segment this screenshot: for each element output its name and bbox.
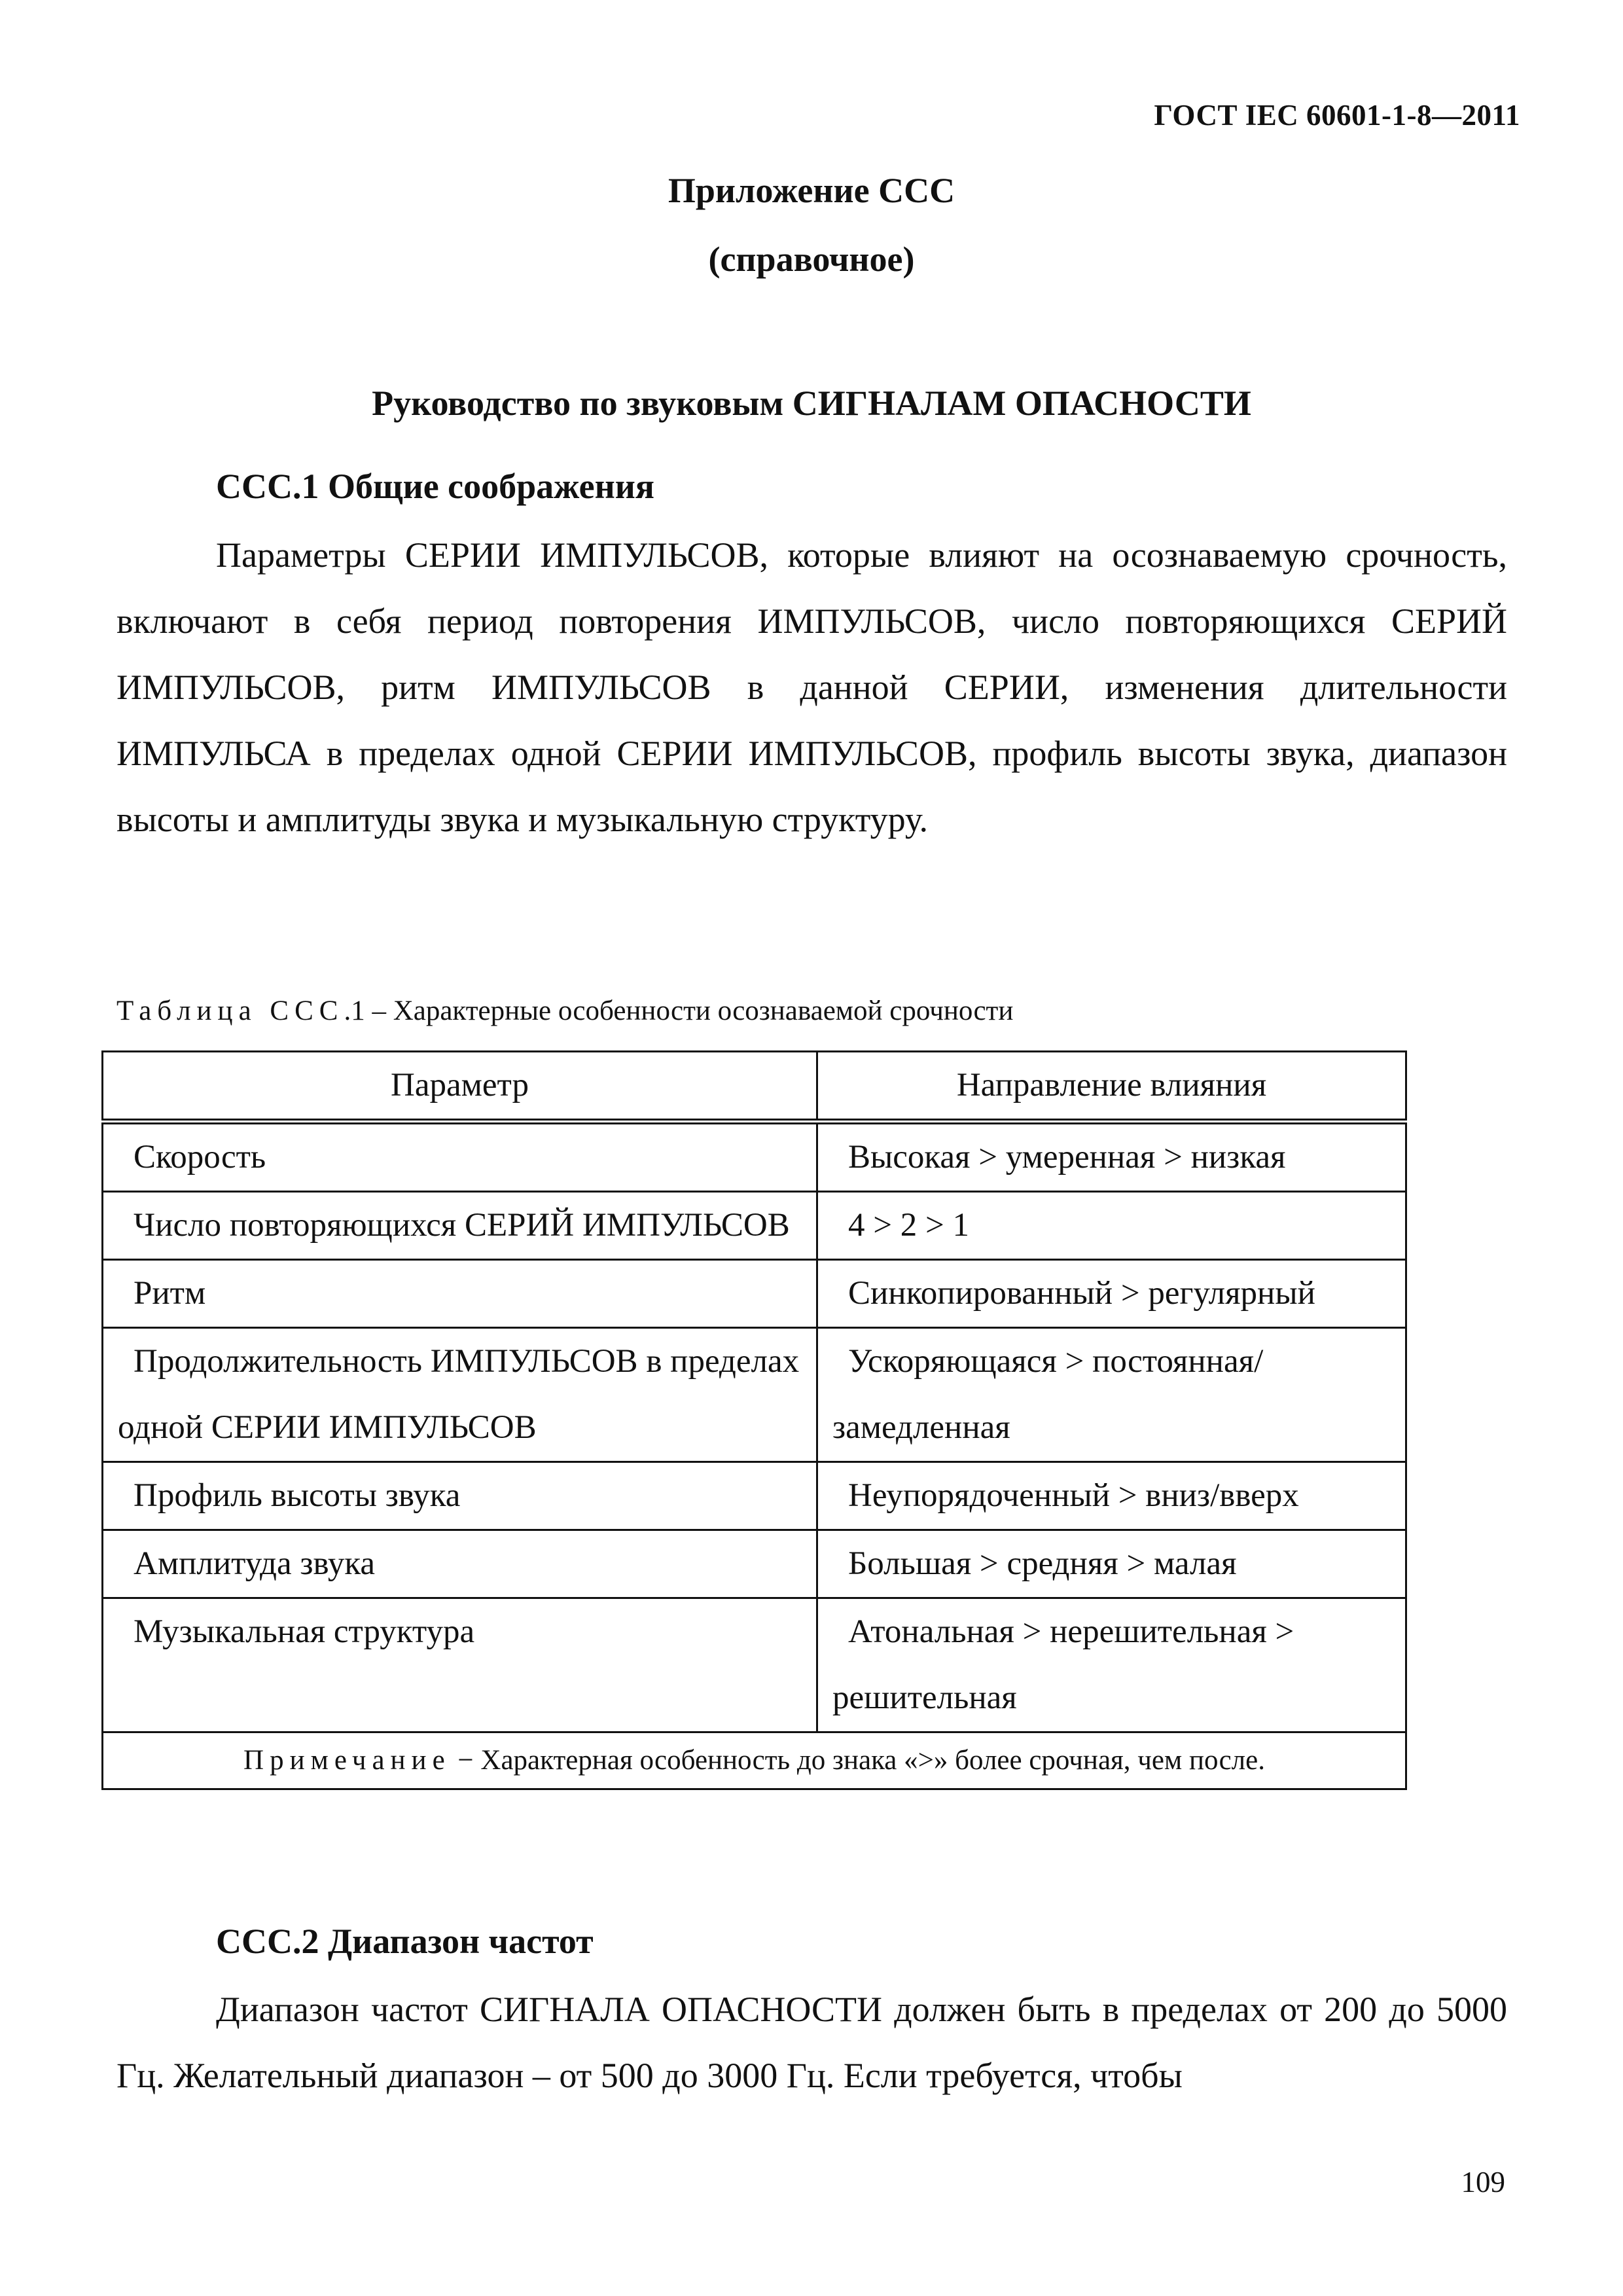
table-row: [103, 1260, 1406, 1328]
direction-cell: Большая > средняя > малая: [848, 1545, 1237, 1582]
param-cell: Профиль высоты звука: [134, 1477, 461, 1514]
table-row: [103, 1530, 1406, 1598]
param-cell: Амплитуда звука: [134, 1545, 376, 1582]
table-header-row: [103, 1052, 1406, 1122]
note-text: − Характерная особенность до знака «>» более срочная, чем после.: [450, 1745, 1265, 1776]
param-cell: Скорость: [134, 1139, 266, 1175]
standard-code: ГОСТ IEC 60601-1-8—2011: [1154, 99, 1520, 132]
table-note: [103, 1732, 1406, 1789]
header-parameter: Параметр: [103, 1052, 817, 1122]
direction-cell: Высокая > умеренная > низкая: [848, 1139, 1286, 1175]
table-row: [103, 1192, 1406, 1260]
note-label: Примечание: [243, 1745, 451, 1776]
direction-cell: Атональная > нерешительная > решительная: [832, 1613, 1294, 1716]
section-2-paragraph: Диапазон частот СИГНАЛА ОПАСНОСТИ должен быть в пределах от 200 до 5000 Гц. Желательный диапазон – от 500 до 3000 Гц. Если требуется, чтобы: [116, 1990, 1507, 2095]
direction-cell: 4 > 2 > 1: [848, 1207, 970, 1244]
param-cell: Ритм: [134, 1275, 206, 1312]
header-direction: Направление влияния: [817, 1052, 1406, 1122]
param-cell: Число повторяющихся СЕРИЙ ИМПУЛЬСОВ: [134, 1207, 790, 1244]
table-row: [103, 1328, 1406, 1462]
table-caption-label: Таблица ССС: [116, 996, 344, 1026]
direction-cell: Неупорядоченный > вниз/вверх: [848, 1477, 1299, 1514]
param-cell: Музыкальная структура: [134, 1613, 475, 1650]
table-note-row: [103, 1732, 1406, 1789]
table-caption-text: .1 – Характерные особенности осознаваемой срочности: [344, 996, 1014, 1026]
table-row: [103, 1122, 1406, 1192]
direction-cell: Синкопированный > регулярный: [848, 1275, 1315, 1312]
main-title: Руководство по звуковым СИГНАЛАМ ОПАСНОСТИ: [372, 384, 1251, 423]
section-1-heading: ССС.1 Общие соображения: [216, 467, 655, 506]
urgency-table: [101, 1050, 1407, 1790]
table-row: [103, 1462, 1406, 1530]
appendix-title: Приложение ССС: [668, 171, 955, 210]
section-1-paragraph: Параметры СЕРИИ ИМПУЛЬСОВ, которые влияют на осознаваемую срочность, включают в себя период повторения ИМПУЛЬСОВ, число повторяющихся СЕРИЙ ИМПУЛЬСОВ, ритм ИМПУЛЬСОВ в данной СЕРИИ, изменения длительности ИМПУЛЬСА в пределах одной СЕРИИ ИМПУЛЬСОВ, профиль высоты звука, диапазон высоты и амплитуды звука и музыкальную структуру.: [116, 535, 1507, 839]
section-2-heading: ССС.2 Диапазон частот: [216, 1922, 594, 1961]
appendix-subtitle: (справочное): [708, 240, 915, 279]
table-caption: [116, 995, 1013, 1027]
page-number: 109: [1461, 2166, 1505, 2198]
param-cell: Продолжительность ИМПУЛЬСОВ в пределах одной СЕРИИ ИМПУЛЬСОВ: [118, 1343, 800, 1446]
table-row: [103, 1598, 1406, 1732]
direction-cell: Ускоряющаяся > постоянная/замедленная: [832, 1343, 1264, 1446]
